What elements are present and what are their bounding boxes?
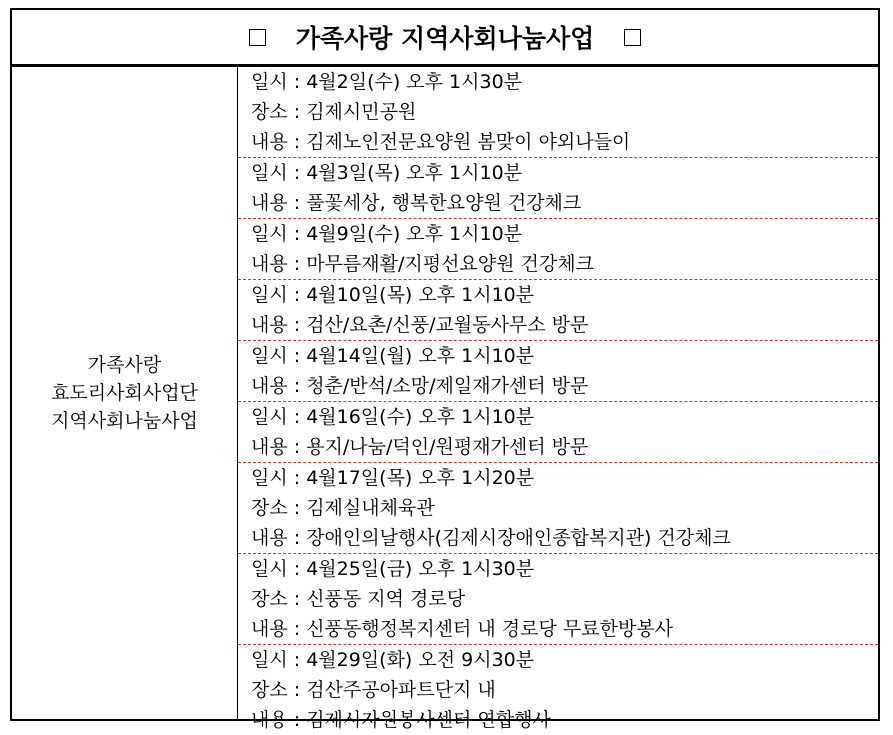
event-line: 장소 : 검산주공아파트단지 내 xyxy=(251,679,496,701)
event-entry xyxy=(238,402,878,463)
event-entry xyxy=(238,280,878,341)
event-line: 일시 : 4월10일(목) 오후 1시10분 xyxy=(251,284,535,306)
events-cell xyxy=(238,67,878,731)
square-bullet-icon xyxy=(624,29,641,46)
event-line: 일시 : 4월2일(수) 오후 1시30분 xyxy=(251,71,523,93)
event-entry xyxy=(238,67,878,158)
event-line: 일시 : 4월17일(목) 오후 1시20분 xyxy=(251,467,535,489)
table-body-row xyxy=(12,66,878,731)
event-entry xyxy=(238,158,878,219)
event-line: 내용 : 김제시자원봉사센터 연합행사 xyxy=(251,709,551,731)
category-cell xyxy=(12,67,238,719)
event-line: 내용 : 청춘/반석/소망/제일재가센터 방문 xyxy=(251,375,589,397)
event-line: 내용 : 검산/요촌/신풍/교월동사무소 방문 xyxy=(251,314,589,336)
event-line: 일시 : 4월14일(월) 오후 1시10분 xyxy=(251,345,535,367)
table-title-row xyxy=(12,10,878,66)
category-line: 지역사회나눔사업 xyxy=(51,410,198,432)
event-line: 일시 : 4월3일(목) 오후 1시10분 xyxy=(251,162,523,184)
event-line: 내용 : 풀꽃세상, 행복한요양원 건강체크 xyxy=(251,192,582,214)
event-entry xyxy=(238,554,878,645)
event-entry xyxy=(238,645,878,735)
event-entry xyxy=(238,219,878,280)
category-line: 가족사랑 xyxy=(87,354,162,376)
schedule-table xyxy=(10,8,880,731)
event-line: 장소 : 김제실내체육관 xyxy=(251,497,435,519)
event-line: 내용 : 마무름재활/지평선요양원 건강체크 xyxy=(251,253,594,275)
category-line: 효도리사회사업단 xyxy=(51,382,198,404)
event-line: 일시 : 4월25일(금) 오후 1시30분 xyxy=(251,558,535,580)
event-line: 일시 : 4월9일(수) 오후 1시10분 xyxy=(251,223,523,245)
event-line: 장소 : 김제시민공원 xyxy=(251,101,417,123)
event-line: 장소 : 신풍동 지역 경로당 xyxy=(251,588,466,610)
event-entry xyxy=(238,341,878,402)
event-line: 내용 : 신풍동행정복지센터 내 경로당 무료한방봉사 xyxy=(251,618,674,640)
event-line: 내용 : 용지/나눔/덕인/원평재가센터 방문 xyxy=(251,436,589,458)
event-line: 일시 : 4월29일(화) 오전 9시30분 xyxy=(251,649,535,671)
event-line: 일시 : 4월16일(수) 오후 1시10분 xyxy=(251,406,535,428)
event-line: 내용 : 김제노인전문요양원 봄맞이 야외나들이 xyxy=(251,131,631,153)
table-title: 가족사랑 지역사회나눔사업 xyxy=(295,24,595,53)
event-entry xyxy=(238,463,878,554)
square-bullet-icon xyxy=(249,29,266,46)
event-line: 내용 : 장애인의날행사(김제시장애인종합복지관) 건강체크 xyxy=(251,527,731,549)
